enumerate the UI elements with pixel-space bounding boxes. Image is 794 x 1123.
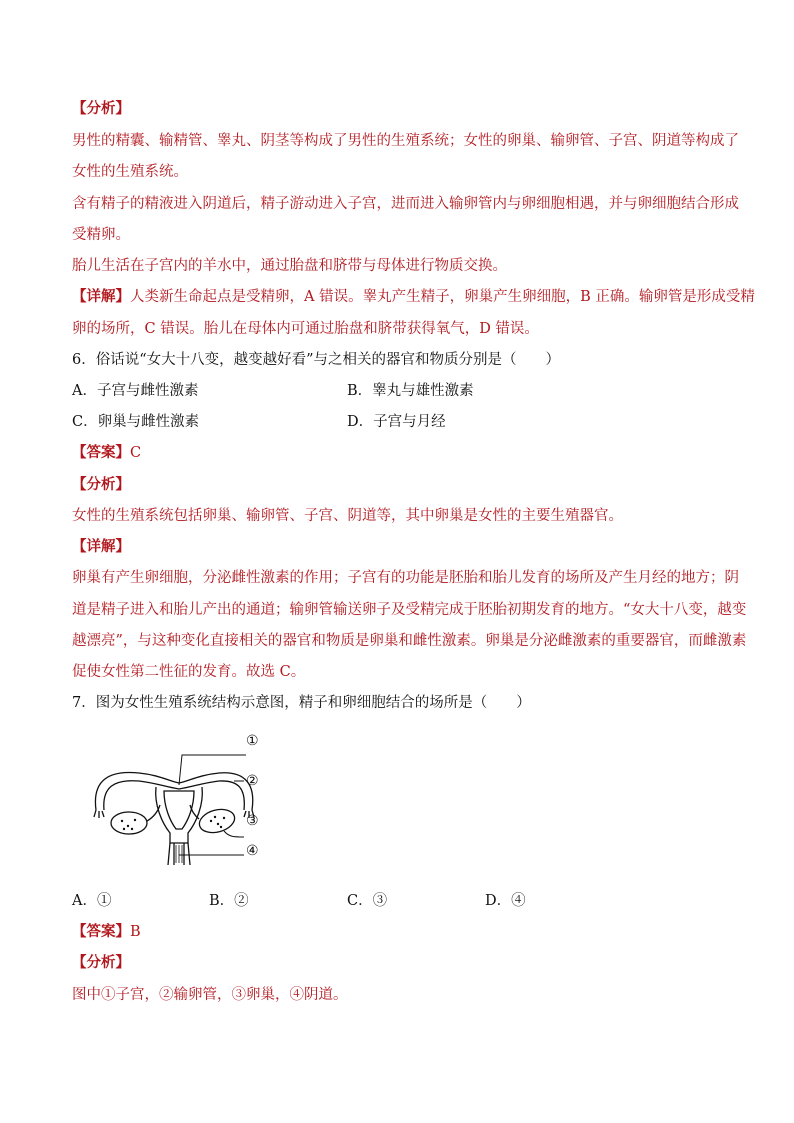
- analysis-heading: 【分析】: [72, 476, 130, 493]
- analysis-line: 男性的精囊、输精管、睾丸、阴茎等构成了男性的生殖系统；女性的卵巢、输卵管、子宫、阴道等构成了: [72, 133, 739, 149]
- question-7-stem: 7．图为女性生殖系统结构示意图，精子和卵细胞结合的场所是（ ）: [72, 695, 531, 711]
- detail-line: 卵巢有产生卵细胞，分泌雌性激素的作用；子宫有的功能是胚胎和胎儿发育的场所及产生月经的地方；阴: [72, 570, 739, 586]
- q7-answer: [72, 922, 732, 942]
- detail-line: [72, 287, 755, 307]
- q7-option-a: A．①: [72, 893, 112, 909]
- diagram-label-4: ④: [246, 843, 259, 859]
- detail-heading: 【详解】: [72, 288, 130, 305]
- q6-option-a: A．子宫与雌性激素: [72, 383, 199, 399]
- q7-option-d: D．④: [485, 893, 526, 909]
- detail-line: 促使女性第二性征的发育。故选 C。: [72, 664, 306, 680]
- answer-value: C: [130, 445, 142, 461]
- detail-heading: 【详解】: [72, 538, 130, 555]
- diagram-label-2: ②: [246, 773, 259, 789]
- answer-heading: 【答案】: [72, 923, 130, 940]
- q6-option-d: D．子宫与月经: [347, 414, 446, 430]
- answer-value: B: [130, 924, 141, 940]
- q6-option-b: B．睾丸与雄性激素: [347, 383, 474, 399]
- analysis-line: 女性的生殖系统包括卵巢、输卵管、子宫、阴道等，其中卵巢是女性的主要生殖器官。: [72, 508, 623, 524]
- detail-line: 卵的场所，C 错误。胎儿在母体内可通过胎盘和脐带获得氧气，D 错误。: [72, 321, 539, 337]
- analysis-line: 图中①子宫，②输卵管，③卵巢，④阴道。: [72, 987, 348, 1003]
- analysis-line: 胎儿生活在子宫内的羊水中，通过胎盘和脐带与母体进行物质交换。: [72, 258, 507, 274]
- analysis-line: 女性的生殖系统。: [72, 164, 188, 180]
- analysis-heading: 【分析】: [72, 100, 130, 117]
- question-6-stem: 6．俗话说“女大十八变，越变越好看”与之相关的器官和物质分别是（ ）: [72, 352, 561, 368]
- detail-text: 人类新生命起点是受精卵，A 错误。睾丸产生精子，卵巢产生卵细胞，B 正确。输卵管是形成受精: [130, 289, 755, 305]
- detail-line: 道是精子进入和胎儿产出的通道；输卵管输送卵子及受精完成于胚胎初期发育的地方。“女大十八变，越变: [72, 602, 747, 618]
- q7-option-c: C．③: [347, 893, 388, 909]
- detail-line: 越漂亮”，与这种变化直接相关的器官和物质是卵巢和雌性激素。卵巢是分泌雌激素的重要器官，而雌激素: [72, 633, 747, 649]
- q6-answer: [72, 443, 732, 463]
- q6-option-c: C．卵巢与雌性激素: [72, 414, 200, 430]
- diagram-label-1: ①: [246, 733, 259, 749]
- analysis-heading: 【分析】: [72, 954, 130, 971]
- q7-option-b: B．②: [209, 893, 249, 909]
- analysis-line: 受精卵。: [72, 227, 130, 243]
- answer-heading: 【答案】: [72, 444, 130, 461]
- diagram-label-3: ③: [246, 813, 259, 829]
- analysis-line: 含有精子的精液进入阴道后，精子游动进入子宫，进而进入输卵管内与卵细胞相遇，并与卵细胞结合形成: [72, 196, 739, 212]
